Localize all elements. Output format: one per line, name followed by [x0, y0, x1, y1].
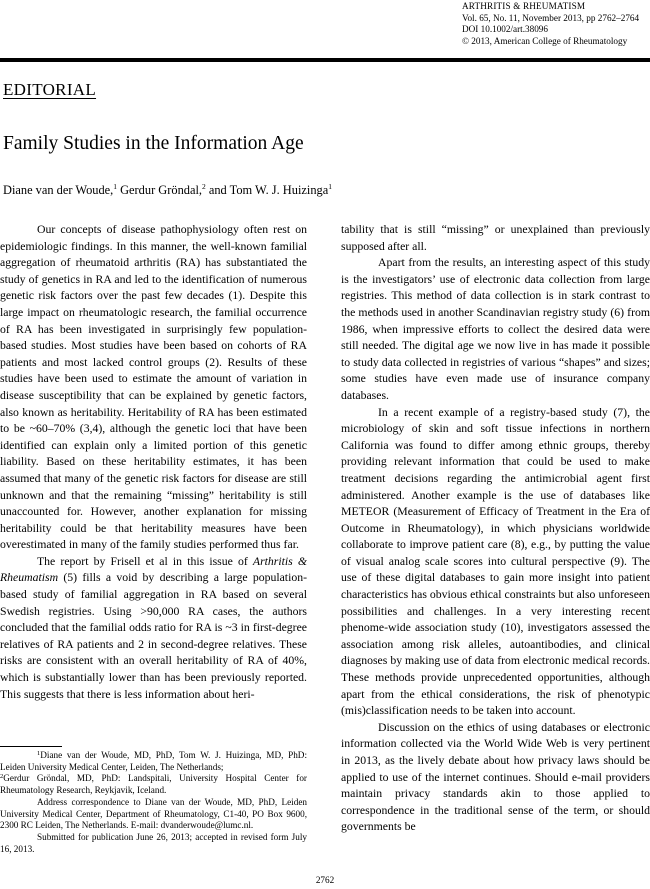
copyright-line: © 2013, American College of Rheumatology — [462, 35, 628, 46]
author-affiliation-mark: 1 — [328, 182, 332, 191]
footnote-rule — [0, 746, 62, 747]
body-paragraph: tability that is still “missing” or unexplained than previously supposed after all. — [341, 223, 650, 253]
journal-name: ARTHRITIS & RHEUMATISM — [462, 1, 586, 11]
paragraph-text: (5) fills a void by describing a large population-based study of familial aggregation in RA based on several Swedish registries. Using >90,000 RA cases, the authors concluded that the familial odds ratio for RA is ~3 in first-degree relatives of RA patients and 2 in second-degree relatives. These risks are consistent with an overall heritability of RA of 40%, which is substantially lower than has been previously reported. This suggests that there is less information about heri- — [0, 571, 307, 701]
affiliation-footnote — [0, 773, 307, 796]
paragraph-text: The report by Frisell et al in this issue of — [37, 554, 253, 568]
body-paragraph: In a recent example of a registry-based study (7), the microbiology of skin and soft tissue infections in northern California was found to differ among ethnic groups, thereby providing relevant information that could be used to make treatment decisions regarding the antimicrobial agent first administered. Another example is the use of databases like METEOR (Measurement of Efficacy of Treatment in the Era of Outcome in Rheumatology), in which physicians worldwide collaborate to improve patient care (8), e.g., by putting the value of visual analog scale scores into cultural perspective (9). The use of these digital databases to gain more insight into patient characteristics has obvious ethical constraints but also unforeseen possibilities and challenges. In a very interesting recent phenome-wide association study (10), investigators assessed the association among risk alleles, autoantibodies, and clinical diagnoses by making use of data from electronic medical records. These methods provide unprecedented opportunities, although apart from the ethical considerations, the risk of phenotypic (mis)classification needs to be taken into account. — [341, 405, 650, 718]
article-title: Family Studies in the Information Age — [3, 133, 304, 154]
page-number: 2762 — [315, 875, 335, 885]
body-paragraph: Discussion on the ethics of using databases or electronic information collected via the World Wide Web is very pertinent in 2013, as the lively debate about how privacy laws should be applied to use of the internet continues. Should e-mail providers maintain privacy standards akin to those applied to correspondence in the traditional sense of the term, or should governments be — [341, 720, 650, 834]
section-label: EDITORIAL — [3, 80, 97, 99]
author-affiliation-mark: 1 — [113, 182, 118, 191]
author-name: Diane van der Woude, — [3, 183, 114, 197]
journal-header — [462, 1, 639, 47]
author-affiliation-mark: 2 — [202, 182, 206, 191]
affiliation-footnote — [0, 750, 307, 773]
journal-citation: Arthritis & Rheumatism — [0, 554, 308, 585]
footnote-text: Diane van der Woude, MD, PhD, Tom W. J. Huizinga, MD, PhD: Leiden University Medical Center, Leiden, The Netherlands; — [0, 750, 307, 772]
author-list — [3, 182, 332, 198]
submission-footnote: Submitted for publication June 26, 2013; accepted in revised form July 16, 2013. — [0, 831, 307, 854]
right-column — [341, 222, 650, 836]
volume-line: Vol. 65, No. 11, November 2013, pp 2762–2764 — [462, 12, 640, 23]
author-name: and Tom W. J. Huizinga — [205, 183, 329, 197]
body-paragraph: Apart from the results, an interesting aspect of this study is the investigators’ use of electronic data collection from large registries. This method of data collection is in stark contrast to the methods used in another Scandinavian registry study (6) from 1986, when impressive efforts to collect the desired data were still needed. The digital age we now live in has made it possible to study data collected in registries of various “shapes” and sizes; some studies have even made use of insurance company databases. — [341, 256, 650, 402]
body-paragraph: Our concepts of disease pathophysiology often rest on epidemiologic findings. In this manner, the well-known familial aggregation of rheumatoid arthritis (RA) has substantiated the study of genetics in RA and led to the identification of numerous genetic risk factors over the past few decades (1). Despite this large impact on rheumatologic research, the familial occurrence of RA has been investigated in surprisingly few population-based studies. Most studies have been based on cohorts of RA patients and most lacked control groups (2). Results of these studies have been used to estimate the amount of variation in disease susceptibility that can be explained by genetic factors, also known as heritability. Heritability of RA has been estimated to be ~60–70% (3,4), although the genetic loci that have been identified can explain only a limited portion of this genetic liability. Based on these heritability estimates, it has been assumed that many of the genetic risk factors for disease are still unknown and that the remaining “missing” heritability is still unaccounted for. However, another explanation for missing heritability could be that heritability measures have been overestimated in many of the family studies performed thus far. — [0, 223, 307, 552]
left-column — [0, 222, 307, 703]
correspondence-footnote: Address correspondence to Diane van der Woude, MD, PhD, Leiden University Medical Center, Department of Rheumatology, C1-40, PO Box 9600, 2300 RC Leiden, The Netherlands. E-mail: dvanderwoude@lumc.nl. — [0, 796, 307, 831]
footnote-mark: 2 — [0, 773, 4, 781]
footnote-text: Gerdur Gröndal, MD, PhD: Landspitali, University Hospital Center for Rheumatology Research, Reykjavik, Iceland. — [0, 773, 307, 796]
body-paragraph — [0, 554, 307, 703]
footnote-mark: 1 — [37, 750, 41, 757]
doi-line: DOI 10.1002/art.38096 — [462, 24, 548, 35]
footnotes — [0, 750, 307, 855]
author-name: Gerdur Gröndal, — [117, 183, 203, 197]
header-rule — [0, 58, 650, 62]
